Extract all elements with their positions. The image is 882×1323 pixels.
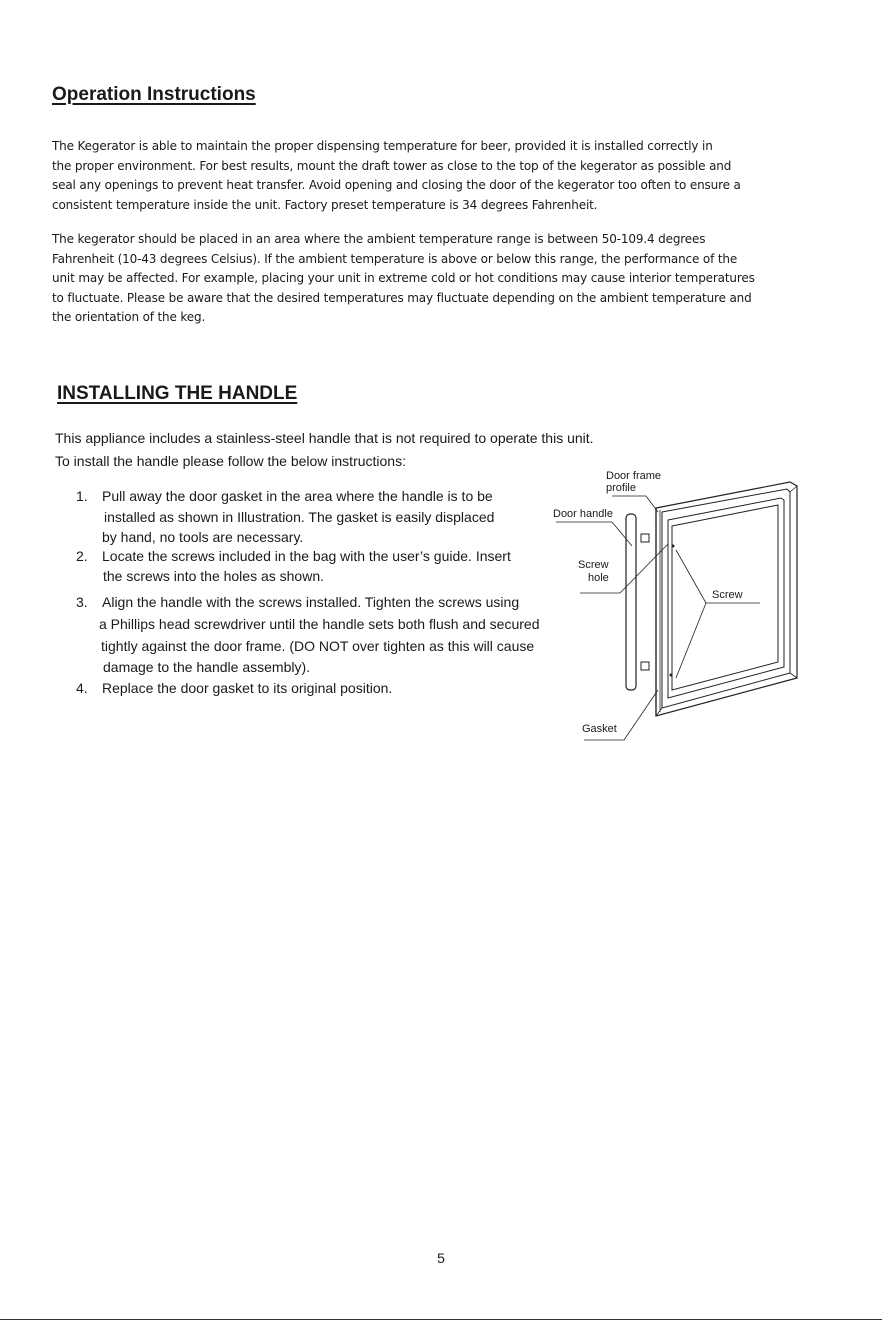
leader-screw-bottom (676, 603, 706, 678)
label-gasket: Gasket (582, 723, 617, 735)
handle-intro-line-1: This appliance includes a stainless-steel handle that is not required to operate this unit. (55, 430, 594, 446)
frame-corner (790, 486, 797, 492)
handle-mount-bottom (641, 662, 649, 670)
label-screw-right: Screw (712, 589, 743, 601)
paragraph-line: to fluctuate. Please be aware that the desired temperatures may fluctuate depending on the ambient temperature and (52, 290, 752, 305)
step-text: by hand, no tools are necessary. (102, 529, 304, 545)
paragraph-line: The Kegerator is able to maintain the proper dispensing temperature for beer, provided it is installed correctly in (52, 139, 713, 153)
label-profile: profile (606, 482, 636, 494)
step-text: a Phillips head screwdriver until the handle sets both flush and secured (99, 616, 540, 632)
paragraph-line: seal any openings to prevent heat transfer. Avoid opening and closing the door of the kegerator too often to ensure a (52, 178, 741, 192)
handle-mount-top (641, 534, 649, 542)
label-hole: hole (588, 572, 609, 584)
step-text: Align the handle with the screws installed. Tighten the screws using (102, 594, 520, 610)
step-number: 1. (76, 488, 88, 504)
operation-instructions-heading: Operation Instructions (52, 84, 256, 105)
handle-intro-line-2: To install the handle please follow the below instructions: (55, 453, 406, 469)
step-number: 4. (76, 680, 88, 696)
leader-door-frame (612, 496, 658, 512)
operation-paragraph-2 (52, 230, 842, 328)
paragraph-line: consistent temperature inside the unit. Factory preset temperature is 34 degrees Fahrenheit. (52, 197, 598, 212)
step-text: damage to the handle assembly). (103, 659, 311, 675)
paragraph-line: Fahrenheit (10-43 degrees Celsius). If the ambient temperature is above or below this range, the performance of the (52, 251, 738, 266)
paragraph-line: The kegerator should be placed in an area where the ambient temperature range is between 50-109.4 degrees (52, 232, 706, 246)
leader-screw-top (676, 550, 706, 603)
step-number: 2. (76, 548, 88, 564)
screw-dot-top (672, 545, 675, 548)
step-text: installed as shown in Illustration. The gasket is easily displaced (104, 509, 495, 525)
page-number: 5 (437, 1250, 445, 1266)
step-text: Locate the screws included in the bag with the user’s guide. Insert (102, 548, 511, 564)
paragraph-line: the orientation of the keg. (52, 310, 206, 324)
step-number: 3. (76, 594, 88, 610)
handle-installation-diagram (545, 460, 865, 750)
paragraph-line: the proper environment. For best results, mount the draft tower as close to the top of the kegerator as possible and (52, 158, 732, 173)
operation-paragraph-1 (52, 137, 842, 215)
screw-dot-bottom (670, 674, 673, 677)
label-door-frame: Door frame (606, 470, 662, 482)
leader-door-handle (556, 522, 632, 546)
step-text: Replace the door gasket to its original position. (102, 680, 393, 696)
step-text: tightly against the door frame. (DO NOT over tighten as this will cause (101, 638, 535, 654)
label-screw: Screw (578, 559, 609, 571)
paragraph-line: unit may be affected. For example, placing your unit in extreme cold or hot conditions may cause interior temperatures (52, 271, 755, 285)
frame-corner (790, 673, 797, 678)
step-text: Pull away the door gasket in the area where the handle is to be (102, 488, 493, 504)
installing-handle-heading: INSTALLING THE HANDLE (57, 383, 298, 404)
step-text: the screws into the holes as shown. (103, 568, 325, 584)
label-door-handle: Door handle (553, 508, 613, 520)
page-bottom-rule (0, 1319, 882, 1320)
